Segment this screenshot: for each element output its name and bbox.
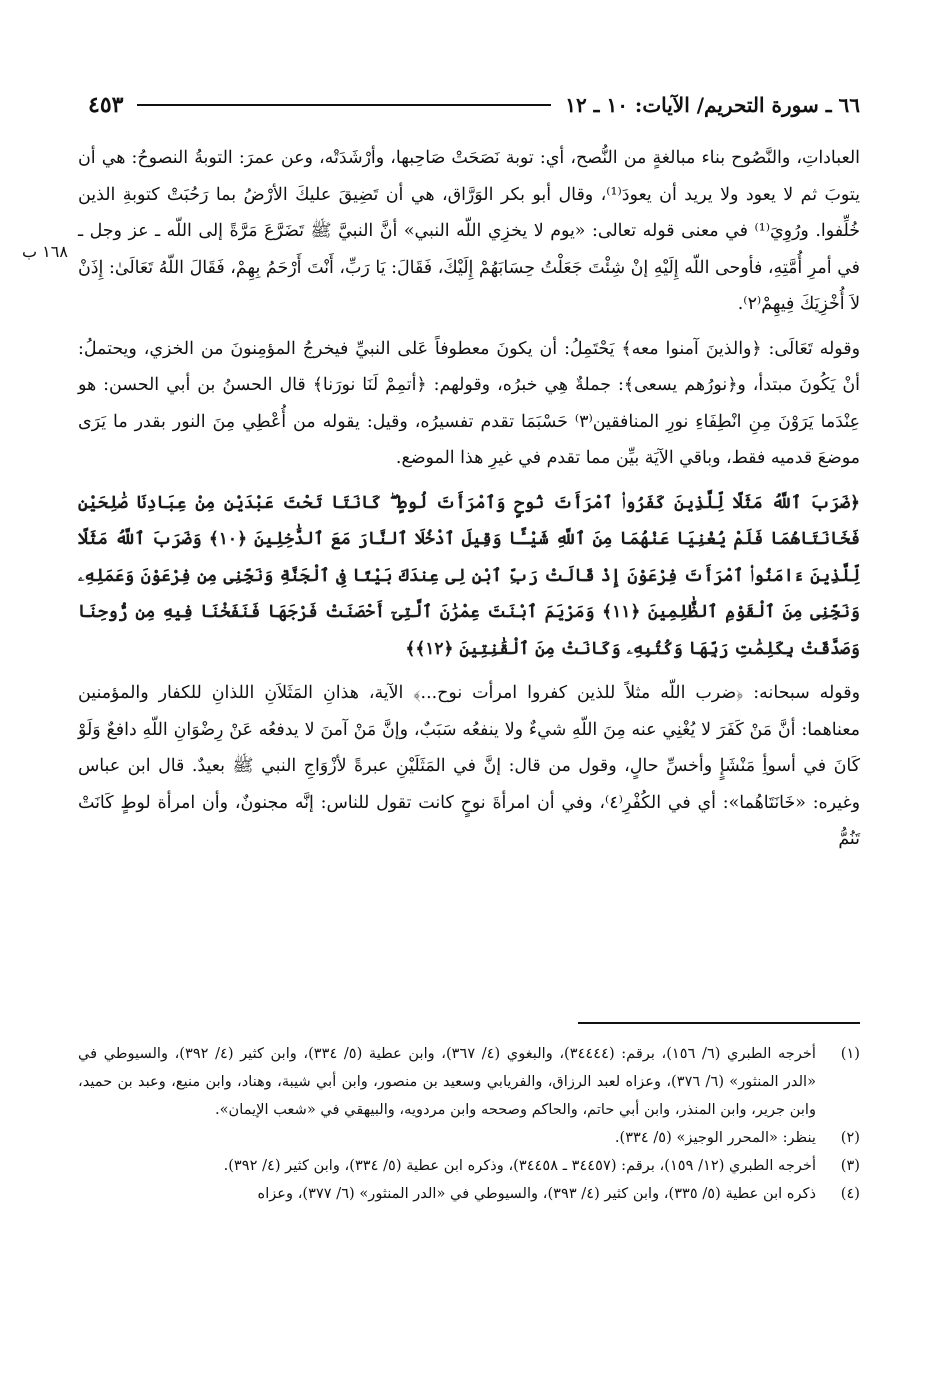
footnotes bbox=[78, 1040, 860, 1208]
footnote-text: أخرجه الطبري (٦/ ١٥٦)، برقم: (٣٤٤٤٤)، والبغوي (٤/ ٣٦٧)، وابن عطية (٥/ ٣٣٤)، وابن كثير (٤/ ٣٩٢)، والسيوطي في «الدر المنثور» (٦/ ٣٧٦)، وعزاه لعبد الرزاق، والفريابي وسعيد بن منصور، وابن أبي شيبة، وهناد، وابن منيع، وعبد بن حميد، وابن جرير، وابن المنذر، وابن أبي حاتم، والحاكم وصححه وابن مردويه، والبيهقي في «شعب الإيمان». bbox=[78, 1045, 816, 1118]
footnote-text: ينظر: «المحرر الوجيز» (٥/ ٣٣٤). bbox=[614, 1129, 816, 1146]
footnote-number: (٣) bbox=[840, 1157, 860, 1174]
footnote bbox=[78, 1040, 860, 1124]
paragraph: وقوله تَعَالَى: ﴿والذينَ آمنوا معه﴾ يَحْتَمِلُ: أن يكونَ معطوفاً عَلى النبيِّ فيخرجُ المؤمِنونَ من الخزي، ويحتملُ: أنْ يَكُونَ مبتدأ، و﴿نورُهم يسعى﴾: جملةٌ هِي خبرُه، وقولهم: ﴿أتمِمْ لَنَا نورَنا﴾ قال الحسنُ بن أبي الحسن: هو عِنْدَما يَرَوْنَ مِنِ انْطِفَاءِ نورِ المنافقين⁽٣⁾ حَسْبَمَا تقدم تفسيرُه، وقيل: يقوله من أُعْطِي مِنَ النور بقدر ما يَرَى موضعَ قدميه فقط، وباقي الآيَة بيِّن مما تقدم في غيرِ هذا الموضع. bbox=[78, 338, 860, 468]
footnote bbox=[78, 1124, 860, 1152]
paragraph: وقوله سبحانه: ﴿ضرب اللّه مثلاً للذين كفروا امرأت نوح...﴾ الآية، هذانِ المَثَلاَنِ اللذانِ للكفار والمؤمنين معناهما: أنَّ مَنْ كَفَرَ لا يُغْنِي عنه مِنَ اللّهِ شيءٌ ولا ينفعُه سَبَبٌ، وإنَّ مَنْ آمنَ لا يدفعُه عَنْ رِضْوَانِ اللّهِ دافعٌ وَلَوْ كَانَ في أسوأِ مَنْشَإٍ وأخسِّ حالٍ، وقول من قال: إنَّ في المَثَلَيْنِ عبرةً لأزْوَاجِ النبي ﷺ بعيدٌ. قال ابن عباس وغيره: «خَانَتَاهُما»: أي في الكُفْرِ⁽٤⁾، وفي أن امرأةَ نوحٍ كانت تقول للناس: إنَّه مجنونٌ، وأن امرأة لوطٍ كَانَتْ تَنُمُّ bbox=[78, 683, 860, 849]
footnote-text: أخرجه الطبري (١٢/ ١٥٩)، برقم: (٣٤٤٥٧ ـ ٣٤٤٥٨)، وذكره ابن عطية (٥/ ٣٣٤)، وابن كثير (٤/ ٣٩٢). bbox=[223, 1157, 816, 1174]
header-rule bbox=[137, 104, 551, 106]
running-header bbox=[88, 88, 860, 122]
footnote-separator bbox=[578, 1022, 860, 1024]
footnote-number: (٢) bbox=[840, 1129, 860, 1146]
header-title: ٦٦ ـ سورة التحريم/ الآيات: ١٠ ـ ١٢ bbox=[565, 93, 860, 117]
footnote-text: ذكره ابن عطية (٥/ ٣٣٥)، وابن كثير (٤/ ٣٩٣)، والسيوطي في «الدر المنثور» (٦/ ٣٧٧)، وعزاه bbox=[257, 1185, 816, 1202]
page-number: ٤٥٣ bbox=[88, 92, 124, 118]
main-text bbox=[78, 140, 860, 858]
paragraph: العباداتِ، والنَّصُوح بناء مبالغةٍ من النُّصح، أي: توبة نَصَحَتْ صَاحِبها، وأرْشَدَتْه، وعن عمرَ: التوبةُ النصوحُ: هي أن يتوبَ ثم لا يعود ولا يريد أن يعودَ⁽¹⁾، وقال أبو بكر الوَرَّاق، هي أن تَضِيقَ عليكَ الأرْضُ بما رَحُبَتْ كتوبةِ الذين خُلِّفوا. ورُوِيَ⁽¹⁾ في معنى قوله تعالى: «يوم لا يخزِي اللّه النبي» أنَّ النبيَّ ﷺ تَضَرَّعَ مَرَّةً إلى اللّه ـ عز وجل ـ في أمرِ أُمَّتِهِ، فأوحى اللّه إِلَيْهِ إنْ شِئْتَ جَعَلْتُ حِسَابَهُمْ إِلَيْكَ، فَقَالَ: يَا رَبِّ، أَنْتَ أَرْحَمُ بِهِمْ، فَقَالَ اللّهُ تَعَالَىٰ: إِذَنْ لاَ أُخْزِيَكَ فِيهِمْ⁽٢⁾. bbox=[78, 148, 860, 314]
manuscript-folio-note: ١٦٨ ب bbox=[22, 242, 68, 261]
quran-passage: ﴿ضَرَبَ ٱللَّهُ مَثَلًا لِّلَّذِينَ كَفَرُوا۟ ٱمْرَأَتَ نُوحٍ وَٱمْرَأَتَ لُوطٍ ۖ كَانَتَا تَحْتَ عَبْدَيْنِ مِنْ عِبَادِنَا صَٰلِحَيْنِ فَخَانَتَاهُمَا فَلَمْ يُغْنِيَا عَنْهُمَا مِنَ ٱللَّهِ شَيْـًٔا وَقِيلَ ٱدْخُلَا ٱلنَّارَ مَعَ ٱلدَّٰخِلِينَ ﴿١٠﴾ وَضَرَبَ ٱللَّهُ مَثَلًا لِّلَّذِينَ ءَامَنُوا۟ ٱمْرَأَتَ فِرْعَوْنَ إِذْ قَالَتْ رَبِّ ٱبْنِ لِى عِندَكَ بَيْتًا فِى ٱلْجَنَّةِ وَنَجِّنِى مِن فِرْعَوْنَ وَعَمَلِهِۦ وَنَجِّنِى مِنَ ٱلْقَوْمِ ٱلظَّٰلِمِينَ ﴿١١﴾ وَمَرْيَمَ ٱبْنَتَ عِمْرَٰنَ ٱلَّتِىٓ أَحْصَنَتْ فَرْجَهَا فَنَفَخْنَا فِيهِ مِن رُّوحِنَا وَصَدَّقَتْ بِكَلِمَٰتِ رَبِّهَا وَكُتُبِهِۦ وَكَانَتْ مِنَ ٱلْقَٰنِتِينَ ﴿١٢﴾﴾ bbox=[78, 492, 860, 659]
footnote-number: (١) bbox=[840, 1045, 860, 1062]
footnote bbox=[78, 1152, 860, 1180]
footnote-number: (٤) bbox=[840, 1185, 860, 1202]
footnote bbox=[78, 1180, 860, 1208]
